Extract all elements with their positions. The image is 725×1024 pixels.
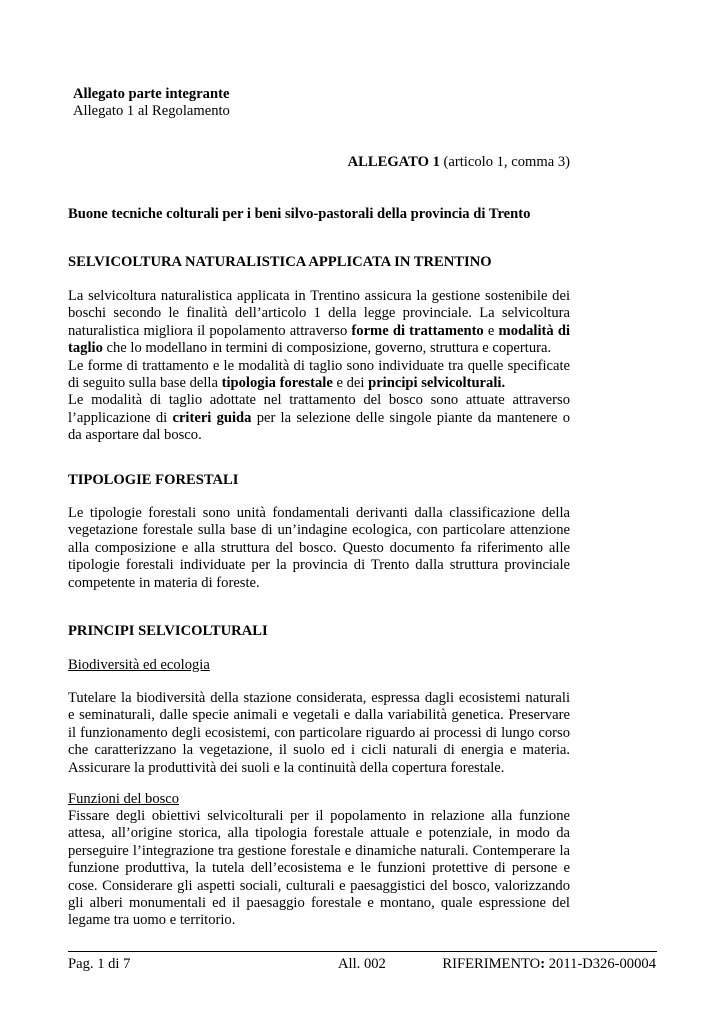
subheading-biodiversita: Biodiversità ed ecologia bbox=[68, 657, 210, 673]
paragraph-line: attesa, all’origine storica, alla tipologia forestale attuale e potenziale, in modo da bbox=[68, 825, 570, 842]
paragraph-line: da asportare dal bosco. bbox=[68, 427, 202, 444]
allegato-detail: (articolo 1, comma 3) bbox=[439, 154, 570, 170]
document-title: Buone tecniche colturali per i beni silvo-pastorali della provincia di Trento bbox=[68, 206, 531, 222]
section-tipologie-body bbox=[68, 505, 570, 592]
bold-term: taglio bbox=[68, 340, 103, 357]
paragraph-line: gli alberi monumentali ed il paesaggio forestale e montano, quale espressione del bbox=[68, 894, 570, 911]
bold-term: forme di trattamento bbox=[351, 322, 484, 339]
paragraph-line: Fissare degli obiettivi selvicolturali per il popolamento in relazione alla funzione bbox=[68, 808, 570, 824]
footer-divider bbox=[68, 951, 657, 952]
footer-page-number: Pag. 1 di 7 bbox=[68, 956, 131, 972]
text-run: naturalistica migliora il popolamento attraverso bbox=[68, 322, 352, 339]
paragraph-line bbox=[68, 340, 570, 357]
text-run: di seguito sulla base della bbox=[68, 374, 222, 391]
section-biodiversita-body bbox=[68, 690, 570, 777]
paragraph-line: alla composizione e alla struttura del bosco. Questo documento fa riferimento alle bbox=[68, 539, 570, 556]
section-heading-tipologie: TIPOLOGIE FORESTALI bbox=[68, 472, 239, 488]
bold-term: tipologia forestale bbox=[221, 374, 333, 391]
paragraph-line: e seminaturali, dalle specie animali e vegetali e dalla variabilità genetica. Preservare bbox=[68, 707, 570, 724]
text-run: per la selezione delle singole piante da mantenere o bbox=[251, 409, 570, 426]
paragraph-line: perseguire l’integrazione tra gestione forestale e dinamiche naturali. Contemperare la bbox=[68, 842, 570, 859]
paragraph-line: che caratterizzano la vegetazione, il suolo ed i cicli naturali di energia e materia. bbox=[68, 742, 570, 759]
allegato-reference bbox=[348, 154, 570, 171]
text-run: e bbox=[483, 322, 499, 339]
paragraph-line: tipologie forestali individuate per la provincia di Trento dalla struttura provinciale bbox=[68, 557, 570, 574]
paragraph-line: funzione produttiva, la tutela dell’ecosistema e le funzioni protettive di persone e bbox=[68, 860, 570, 877]
text-run: che lo modellano in termini di composizione, governo, struttura e copertura. bbox=[102, 340, 552, 357]
section-funzioni-body bbox=[68, 808, 570, 930]
footer-reference bbox=[442, 956, 656, 973]
section-selvicoltura-body bbox=[68, 288, 570, 445]
paragraph-line: il funzionamento degli ecosistemi, con particolare riguardo ai processi di lungo corso bbox=[68, 724, 570, 741]
header-line-2: Allegato 1 al Regolamento bbox=[73, 103, 230, 120]
paragraph-line: Le tipologie forestali sono unità fondamentali derivanti dalla classificazione della bbox=[68, 505, 570, 521]
footer-reference-label: RIFERIMENTO bbox=[442, 956, 541, 972]
allegato-label: ALLEGATO 1 bbox=[347, 154, 440, 170]
footer-attachment-number: All. 002 bbox=[338, 956, 386, 972]
paragraph-line: Le forme di trattamento e le modalità di taglio sono individuate tra quelle specificate bbox=[68, 357, 570, 374]
bold-term: modalità di bbox=[498, 322, 570, 339]
subheading-funzioni: Funzioni del bosco bbox=[68, 791, 180, 807]
paragraph-line bbox=[68, 375, 570, 392]
paragraph-line: Assicurare la produttività dei suoli e la continuità della copertura forestale. bbox=[68, 759, 505, 776]
paragraph-line: legame tra uomo e territorio. bbox=[68, 912, 236, 929]
bold-term: criteri guida bbox=[172, 409, 252, 426]
header-line-1: Allegato parte integrante bbox=[73, 86, 230, 102]
paragraph-line: La selvicoltura naturalistica applicata in Trentino assicura la gestione sostenibile dei bbox=[68, 288, 570, 304]
paragraph-line: Le modalità di taglio adottate nel trattamento del bosco sono attuate attraverso bbox=[68, 392, 570, 409]
section-heading-selvicoltura: SELVICOLTURA NATURALISTICA APPLICATA IN TRENTINO bbox=[68, 254, 492, 270]
paragraph-line: Tutelare la biodiversità della stazione considerata, espressa dagli ecosistemi naturali bbox=[68, 690, 570, 706]
paragraph-line bbox=[68, 410, 570, 427]
paragraph-line: cose. Considerare gli aspetti sociali, culturali e paesaggistici del bosco, valorizzando bbox=[68, 877, 570, 894]
bold-term: principi selvicolturali. bbox=[368, 374, 506, 391]
footer-reference-value: 2011-D326-00004 bbox=[548, 956, 656, 972]
text-run: l’applicazione di bbox=[68, 409, 173, 426]
paragraph-line: competente in materia di foreste. bbox=[68, 574, 260, 591]
paragraph-line: boschi secondo le finalità dell’articolo 1 della legge provinciale. La selvicoltura bbox=[68, 305, 570, 322]
text-run: e dei bbox=[332, 374, 369, 391]
paragraph-line bbox=[68, 323, 570, 340]
header-block bbox=[73, 86, 230, 121]
section-heading-principi: PRINCIPI SELVICOLTURALI bbox=[68, 623, 268, 639]
paragraph-line: vegetazione forestale sulla base di un’indagine ecologica, con particolare attenzione bbox=[68, 522, 570, 539]
footer-reference-separator: : bbox=[540, 956, 549, 972]
